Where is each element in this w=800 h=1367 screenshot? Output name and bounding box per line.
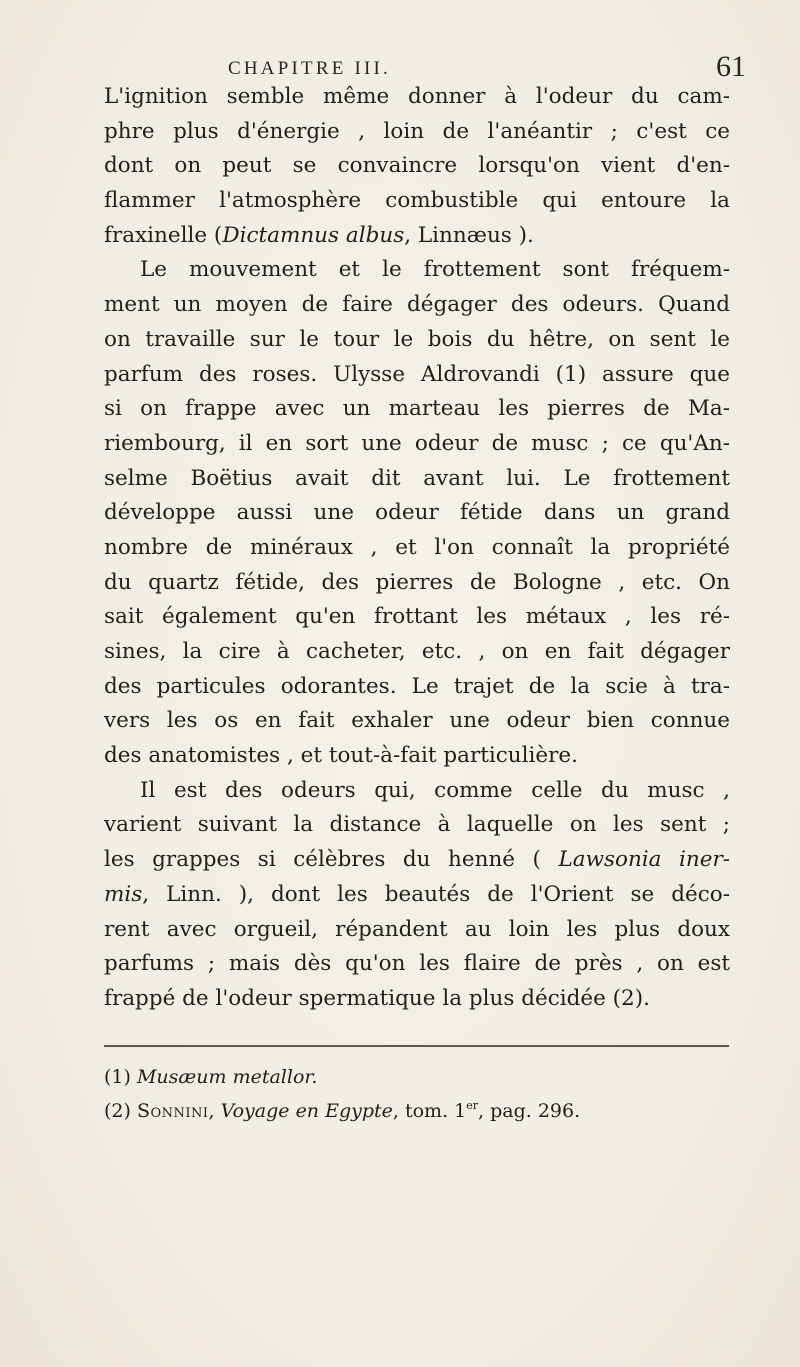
italic-text: Dictamnus albus (222, 222, 405, 248)
footnote-divider (104, 1045, 729, 1047)
text-line: développe aussi une odeur fétide dans un grand (104, 500, 730, 526)
text-line: dont on peut se convaincre lorsqu'on vient d'en- (104, 153, 730, 179)
footnote-author: Sonnini (136, 1100, 209, 1122)
footnotes (104, 1060, 744, 1128)
page-number: 61 (716, 50, 746, 83)
text-line: parfums ; mais dès qu'on les flaire de près , on est (104, 951, 730, 977)
footnote-marker: (1) (104, 1066, 131, 1088)
text-line: des particules odorantes. Le trajet de la scie à tra- (104, 673, 730, 699)
text-line: Il est des odeurs qui, comme celle du musc , (140, 777, 730, 803)
chapter-title: CHAPITRE III. (228, 58, 391, 79)
text-line: frappé de l'odeur spermatique la plus décidée (2). (104, 985, 650, 1011)
italic-text: mis (104, 881, 143, 907)
body-text (104, 80, 730, 1017)
text-line: rent avec orgueil, répandent au loin les plus doux (104, 916, 730, 942)
text-line: selme Boëtius avait dit avant lui. Le frottement (104, 465, 730, 491)
text-line: sines, la cire à cacheter, etc. , on en fait dégager (104, 639, 730, 664)
text-line: flammer l'atmosphère combustible qui entoure la (104, 188, 730, 214)
text-line: varient suivant la distance à laquelle on les sent ; (104, 812, 730, 838)
italic-text: Lawsonia iner- (558, 847, 730, 873)
text-line: des anatomistes , et tout-à-fait particulière. (104, 743, 578, 769)
text-line: vers les os en fait exhaler une odeur bien connue (104, 708, 730, 734)
text-line: on travaille sur le tour le bois du hêtre, on sent le (104, 326, 730, 352)
text-line: fraxinelle (Dictamnus albus, Linnæus ). (104, 222, 534, 248)
text-line: mis, Linn. ), dont les beautés de l'Orient se déco- (104, 881, 730, 907)
footnote-2: (2) Sonnini, Voyage en Egypte, tom. 1er, pag. 296. (104, 1099, 581, 1122)
text-line: ment un moyen de faire dégager des odeurs. Quand (104, 292, 730, 318)
text-line: parfum des roses. Ulysse Aldrovandi (1) assure que (104, 361, 730, 387)
text-line: riembourg, il en sort une odeur de musc ; ce qu'An- (104, 430, 730, 456)
text-line: sait également qu'en frottant les métaux , les ré- (104, 604, 730, 630)
text-line: phre plus d'énergie , loin de l'anéantir ; c'est ce (104, 118, 730, 144)
footnote-marker: (2) (104, 1100, 131, 1122)
text-line: L'ignition semble même donner à l'odeur du cam- (104, 84, 730, 109)
text-line: si on frappe avec un marteau les pierres de Ma- (104, 396, 730, 422)
text-line: Le mouvement et le frottement sont fréquem- (140, 257, 730, 283)
text-line: du quartz fétide, des pierres de Bologne , etc. On (104, 569, 730, 595)
footnote-title: Voyage en Egypte (220, 1100, 393, 1122)
text-line: nombre de minéraux , et l'on connaît la propriété (104, 534, 730, 560)
footnote-text: Musæum metallor. (136, 1066, 318, 1088)
text-line: les grappes si célèbres du henné ( Lawsonia iner- (104, 847, 730, 873)
footnote-1 (104, 1060, 744, 1094)
